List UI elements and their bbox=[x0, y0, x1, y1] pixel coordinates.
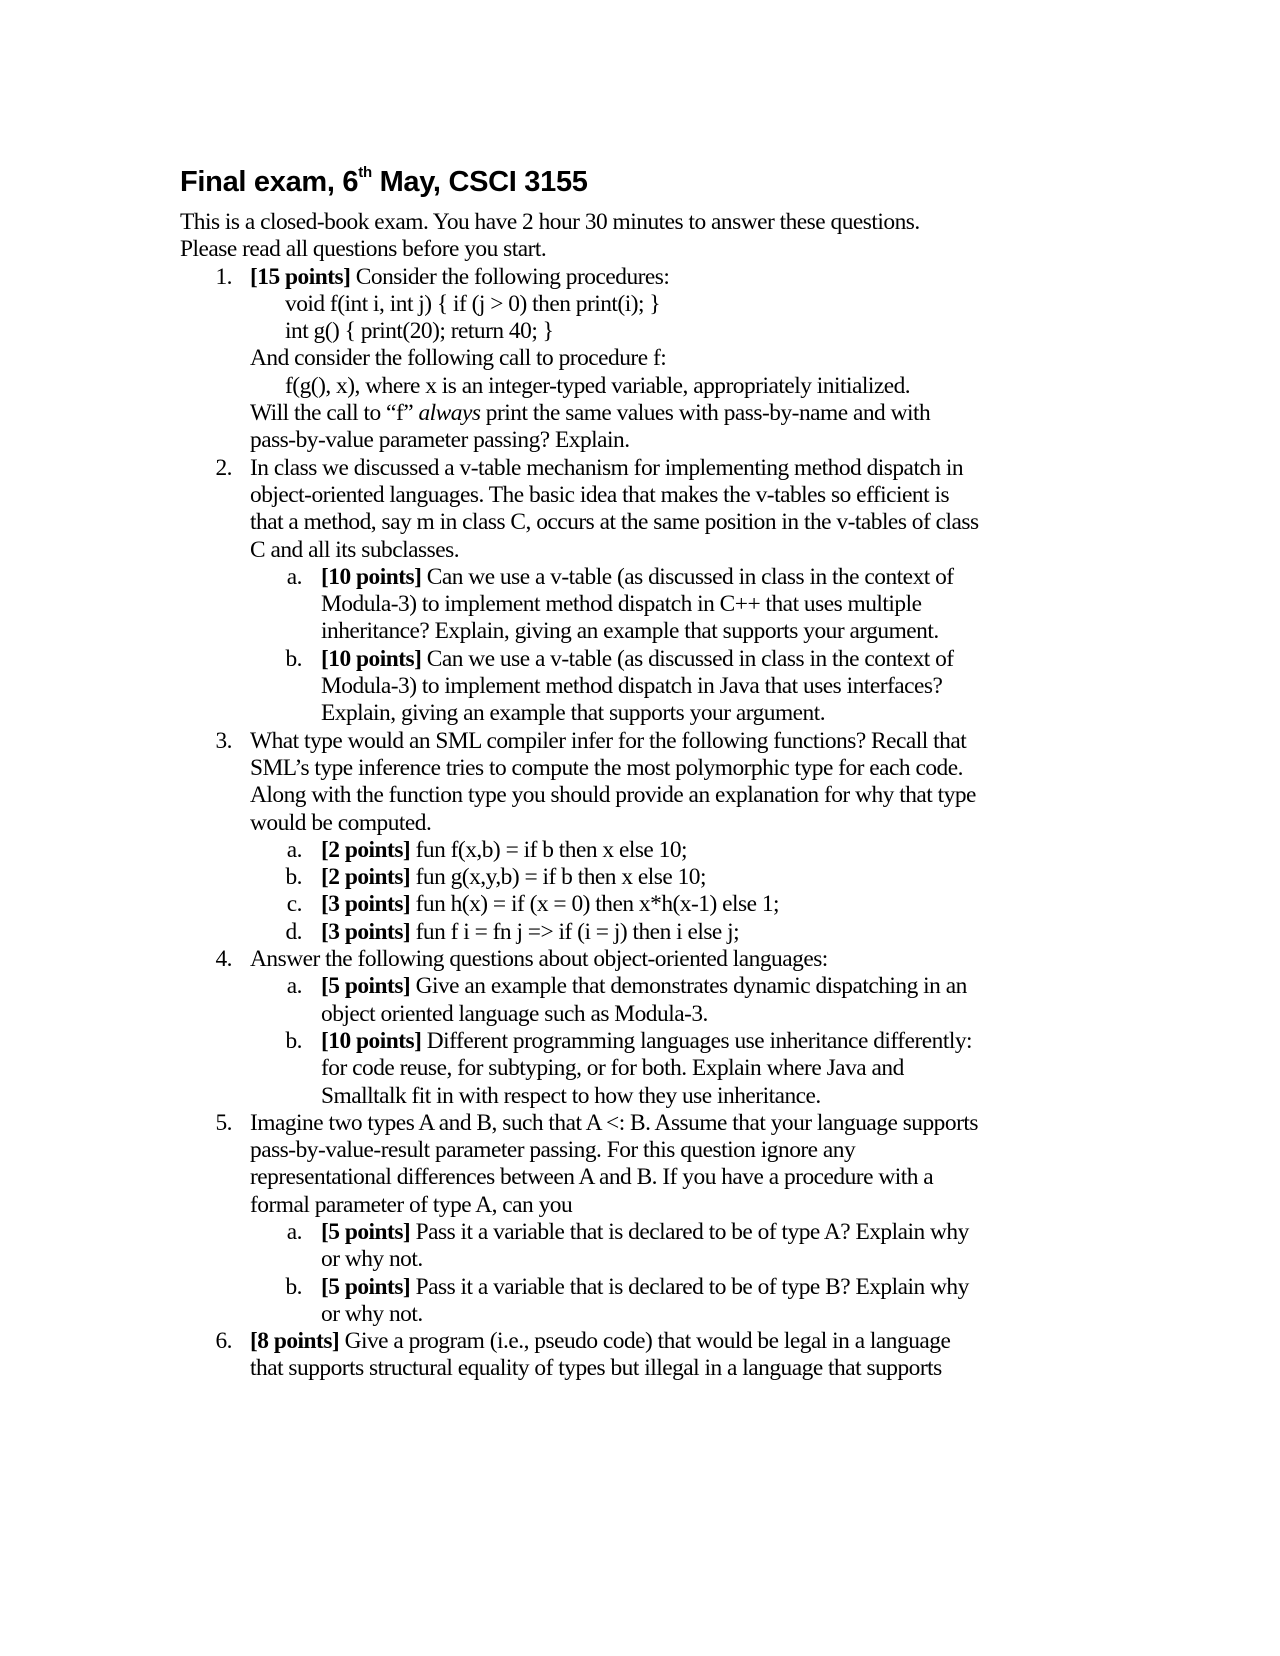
text-line bbox=[0, 810, 1280, 837]
line-text bbox=[250, 345, 666, 372]
text: representational differences between A and B. If you have a procedure with a bbox=[250, 1164, 934, 1191]
points-label: [10 points] bbox=[321, 563, 422, 590]
line-text bbox=[285, 318, 553, 345]
text: fun h(x) = if (x = 0) then x*h(x-1) else 1; bbox=[410, 891, 780, 918]
text-line bbox=[0, 209, 1280, 236]
text: fun f(x,b) = if b then x else 10; bbox=[410, 836, 688, 863]
text: Answer the following questions about object-oriented languages: bbox=[250, 946, 828, 973]
points-label: [2 points] bbox=[321, 836, 411, 863]
text: print the same values with pass-by-name and with bbox=[480, 400, 931, 427]
line-text bbox=[285, 373, 910, 400]
line-text bbox=[250, 455, 963, 482]
text-line bbox=[0, 1192, 1280, 1219]
line-text bbox=[321, 591, 922, 618]
line-text bbox=[250, 1355, 942, 1382]
line-text bbox=[250, 427, 630, 454]
text-line bbox=[0, 700, 1280, 727]
text: fun g(x,y,b) = if b then x else 10; bbox=[410, 864, 706, 891]
item-number: 4. bbox=[215, 946, 232, 973]
text-line bbox=[0, 400, 1280, 427]
line-text bbox=[321, 646, 954, 673]
text: Pass it a variable that is declared to be of type B? Explain why bbox=[410, 1273, 969, 1300]
text-line bbox=[0, 537, 1280, 564]
line-text bbox=[250, 1328, 950, 1355]
text-line bbox=[0, 1274, 1280, 1301]
line-text bbox=[321, 1001, 708, 1028]
text-line bbox=[0, 837, 1280, 864]
points-label: [8 points] bbox=[250, 1328, 340, 1355]
line-text bbox=[321, 1246, 423, 1273]
item-number: d. bbox=[285, 918, 302, 945]
item-number: b. bbox=[285, 864, 302, 891]
line-text bbox=[250, 1164, 933, 1191]
item-number: a. bbox=[286, 836, 302, 863]
text-line bbox=[0, 1001, 1280, 1028]
text-line bbox=[0, 264, 1280, 291]
text: What type would an SML compiler infer for the following functions? Recall that bbox=[250, 727, 967, 754]
line-text bbox=[321, 919, 739, 946]
line-text bbox=[250, 946, 828, 973]
text-line bbox=[0, 946, 1280, 973]
text: Modula-3) to implement method dispatch in Java that uses interfaces? bbox=[321, 673, 943, 700]
text: Please read all questions before you start. bbox=[180, 236, 547, 263]
text-line bbox=[0, 919, 1280, 946]
line-text bbox=[321, 1219, 969, 1246]
points-label: [10 points] bbox=[321, 1027, 422, 1054]
text: Different programming languages use inheritance differently: bbox=[421, 1027, 973, 1054]
text-line bbox=[0, 291, 1280, 318]
title-text: Final exam, 6 bbox=[180, 166, 359, 198]
line-text bbox=[180, 236, 546, 263]
text: that a method, say m in class C, occurs at the same position in the v-tables of class bbox=[250, 509, 979, 536]
points-label: [2 points] bbox=[321, 864, 411, 891]
page-title bbox=[180, 166, 588, 199]
text-line bbox=[0, 1028, 1280, 1055]
points-label: [5 points] bbox=[321, 973, 411, 1000]
text: Can we use a v-table (as discussed in class in the context of bbox=[421, 645, 954, 672]
text-line bbox=[0, 618, 1280, 645]
text-line bbox=[0, 1246, 1280, 1273]
text: pass-by-value-result parameter passing. For this question ignore any bbox=[250, 1137, 856, 1164]
exam-body bbox=[0, 209, 1280, 1383]
text: or why not. bbox=[321, 1300, 423, 1327]
line-text bbox=[321, 864, 706, 891]
points-label: [3 points] bbox=[321, 891, 411, 918]
line-text bbox=[250, 482, 949, 509]
line-text bbox=[250, 728, 966, 755]
text: would be computed. bbox=[250, 809, 432, 836]
text: Give an example that demonstrates dynamic dispatching in an bbox=[410, 973, 967, 1000]
item-number: 5. bbox=[215, 1109, 232, 1136]
text: Along with the function type you should provide an explanation for why that type bbox=[250, 782, 976, 809]
text: In class we discussed a v-table mechanism for implementing method dispatch in bbox=[250, 454, 964, 481]
text-line bbox=[0, 1219, 1280, 1246]
text-line bbox=[0, 482, 1280, 509]
text-line bbox=[0, 1328, 1280, 1355]
points-label: [15 points] bbox=[250, 263, 351, 290]
line-text bbox=[321, 700, 825, 727]
points-label: [10 points] bbox=[321, 645, 422, 672]
text: f(g(), x), where x is an integer-typed variable, appropriately initialized. bbox=[285, 372, 911, 399]
text-line bbox=[0, 864, 1280, 891]
text: that supports structural equality of types but illegal in a language that supports bbox=[250, 1355, 942, 1382]
text: Will the call to “f” bbox=[250, 400, 419, 427]
text: Smalltalk fit in with respect to how they use inheritance. bbox=[321, 1082, 821, 1109]
item-number: b. bbox=[285, 1273, 302, 1300]
points-label: [5 points] bbox=[321, 1218, 411, 1245]
text-line bbox=[0, 427, 1280, 454]
item-number: 1. bbox=[215, 263, 232, 290]
text: void f(int i, int j) { if (j > 0) then print(i); } bbox=[285, 290, 661, 317]
emphasis: always bbox=[418, 400, 481, 427]
line-text bbox=[250, 509, 979, 536]
line-text bbox=[321, 564, 954, 591]
text: Consider the following procedures: bbox=[350, 263, 670, 290]
line-text bbox=[321, 1028, 972, 1055]
line-text bbox=[321, 1301, 423, 1328]
line-text bbox=[321, 891, 779, 918]
line-text bbox=[250, 400, 930, 427]
line-text bbox=[321, 618, 939, 645]
text: formal parameter of type A, can you bbox=[250, 1191, 573, 1218]
title-superscript: th bbox=[358, 164, 372, 181]
text-line bbox=[0, 646, 1280, 673]
text-line bbox=[0, 1301, 1280, 1328]
text-line bbox=[0, 1137, 1280, 1164]
points-label: [5 points] bbox=[321, 1273, 411, 1300]
text-line bbox=[0, 1164, 1280, 1191]
text-line bbox=[0, 1355, 1280, 1382]
text: object-oriented languages. The basic idea that makes the v-tables so efficient is bbox=[250, 481, 950, 508]
line-text bbox=[321, 1083, 821, 1110]
text-line bbox=[0, 373, 1280, 400]
text-line bbox=[0, 1110, 1280, 1137]
item-number: 2. bbox=[215, 454, 232, 481]
text-line bbox=[0, 755, 1280, 782]
line-text bbox=[321, 973, 967, 1000]
text: object oriented language such as Modula-3. bbox=[321, 1000, 708, 1027]
text-line bbox=[0, 345, 1280, 372]
text: This is a closed-book exam. You have 2 hour 30 minutes to answer these questions. bbox=[180, 209, 920, 235]
line-text bbox=[250, 782, 976, 809]
text-line bbox=[0, 455, 1280, 482]
text: Modula-3) to implement method dispatch in C++ that uses multiple bbox=[321, 591, 922, 618]
item-number: 6. bbox=[215, 1328, 232, 1355]
text: Can we use a v-table (as discussed in class in the context of bbox=[421, 563, 954, 590]
item-number: b. bbox=[285, 645, 302, 672]
text-line bbox=[0, 782, 1280, 809]
text: pass-by-value parameter passing? Explain. bbox=[250, 427, 630, 454]
text: Explain, giving an example that supports your argument. bbox=[321, 700, 826, 727]
text: int g() { print(20); return 40; } bbox=[285, 318, 554, 345]
line-text bbox=[250, 755, 963, 782]
line-text bbox=[285, 291, 660, 318]
line-text bbox=[250, 810, 431, 837]
text: And consider the following call to procedure f: bbox=[250, 345, 667, 372]
line-text bbox=[250, 537, 459, 564]
text-line bbox=[0, 728, 1280, 755]
item-number: a. bbox=[286, 973, 302, 1000]
text-line bbox=[0, 891, 1280, 918]
text-line bbox=[0, 1055, 1280, 1082]
text: fun f i = fn j => if (i = j) then i else j; bbox=[410, 918, 740, 945]
item-number: 3. bbox=[215, 727, 232, 754]
item-number: a. bbox=[286, 1218, 302, 1245]
item-number: c. bbox=[286, 891, 302, 918]
line-text bbox=[250, 1192, 572, 1219]
text: for code reuse, for subtyping, or for both. Explain where Java and bbox=[321, 1055, 904, 1082]
text: Imagine two types A and B, such that A <: B. Assume that your language supports bbox=[250, 1109, 978, 1136]
text: Give a program (i.e., pseudo code) that would be legal in a language bbox=[339, 1328, 951, 1355]
text-line bbox=[0, 236, 1280, 263]
title-text-rest: May, CSCI 3155 bbox=[371, 166, 588, 198]
text: Pass it a variable that is declared to be of type A? Explain why bbox=[410, 1218, 969, 1245]
line-text bbox=[321, 673, 942, 700]
text-line bbox=[0, 1083, 1280, 1110]
text: inheritance? Explain, giving an example that supports your argument. bbox=[321, 618, 939, 645]
text-line bbox=[0, 509, 1280, 536]
line-text bbox=[321, 837, 687, 864]
points-label: [3 points] bbox=[321, 918, 411, 945]
text-line bbox=[0, 564, 1280, 591]
item-number: b. bbox=[285, 1027, 302, 1054]
text: SML’s type inference tries to compute the most polymorphic type for each code. bbox=[250, 754, 963, 781]
line-text bbox=[321, 1274, 969, 1301]
text-line bbox=[0, 973, 1280, 1000]
item-number: a. bbox=[286, 563, 302, 590]
text: or why not. bbox=[321, 1246, 423, 1273]
text-line bbox=[0, 591, 1280, 618]
line-text bbox=[250, 264, 669, 291]
text-line bbox=[0, 318, 1280, 345]
line-text bbox=[321, 1055, 904, 1082]
line-text bbox=[250, 1110, 978, 1137]
text: C and all its subclasses. bbox=[250, 536, 460, 563]
line-text bbox=[180, 209, 920, 236]
line-text bbox=[250, 1137, 855, 1164]
text-line bbox=[0, 673, 1280, 700]
